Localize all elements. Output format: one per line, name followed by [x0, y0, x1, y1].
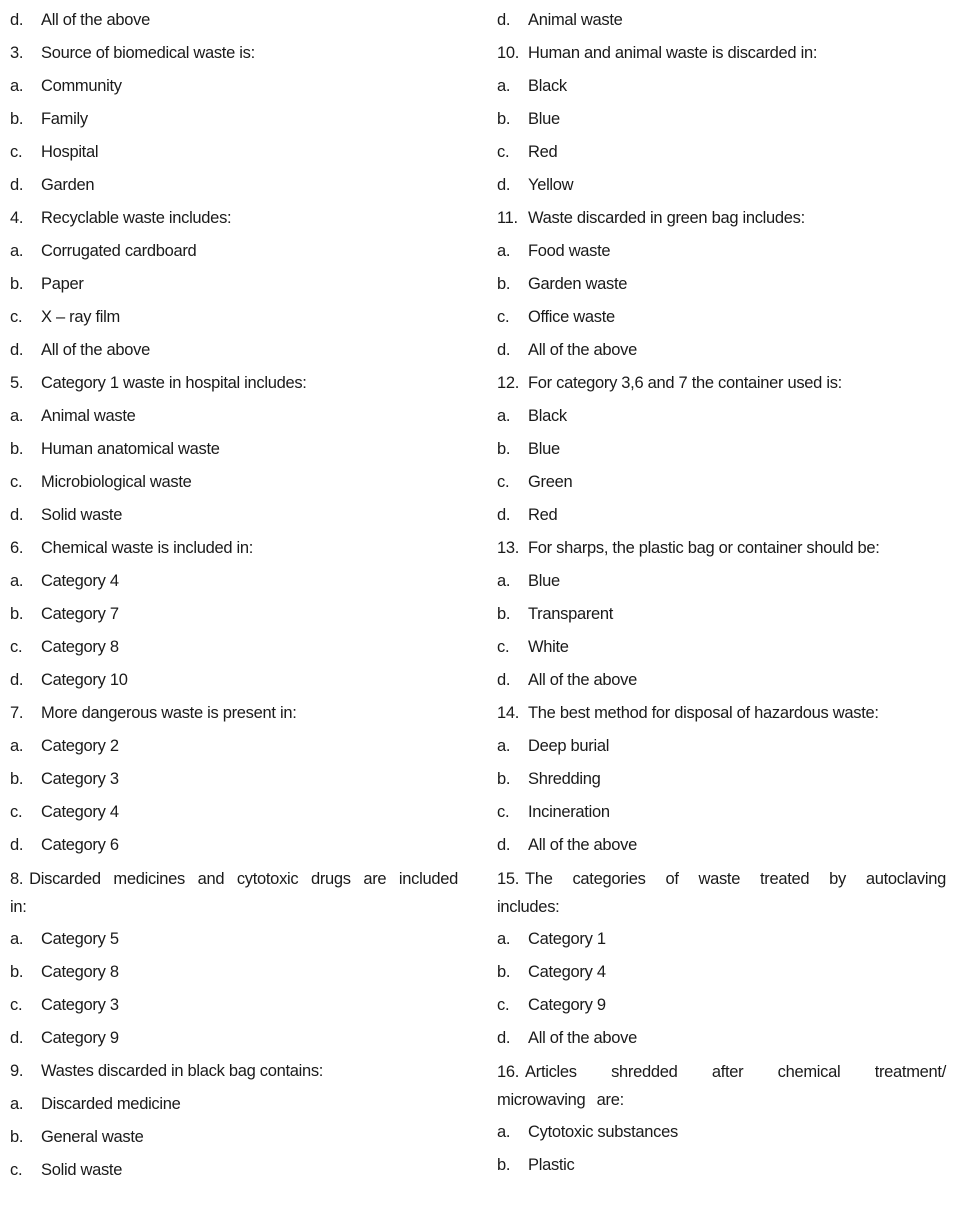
option-text: Solid waste — [41, 1161, 123, 1179]
option-text: All of the above — [41, 11, 150, 29]
option-line — [497, 598, 946, 631]
option-line — [497, 730, 946, 763]
option-line — [497, 631, 946, 664]
option-line — [10, 334, 458, 367]
option-line — [497, 829, 946, 862]
option-letter: c. — [10, 143, 23, 161]
question-text: Human and animal waste is discarded in: — [528, 44, 818, 62]
question-text: Waste discarded in green bag includes: — [528, 209, 805, 227]
option-letter: b. — [497, 1156, 511, 1174]
option-line — [497, 1022, 946, 1055]
option-line — [10, 70, 458, 103]
option-line — [10, 763, 458, 796]
option-letter: d. — [10, 11, 24, 29]
right-column — [497, 4, 946, 1182]
option-letter: b. — [10, 1128, 24, 1146]
option-text: Blue — [528, 440, 560, 458]
option-letter: c. — [10, 803, 23, 821]
option-text: Shredding — [528, 770, 601, 788]
option-text: Black — [528, 77, 567, 95]
option-text: Office waste — [528, 308, 615, 326]
option-text: Human anatomical waste — [41, 440, 220, 458]
option-text: Category 4 — [41, 572, 119, 590]
option-letter: d. — [497, 836, 511, 854]
option-text: All of the above — [528, 671, 637, 689]
question-text: The categories of waste treated by autoclaving includes: — [497, 870, 946, 916]
option-letter: c. — [497, 638, 510, 656]
option-text: Blue — [528, 572, 560, 590]
option-line — [10, 1121, 458, 1154]
option-letter: b. — [497, 770, 511, 788]
question-text: Discarded medicines and cytotoxic drugs are included in: — [10, 870, 458, 916]
option-text: Incineration — [528, 803, 610, 821]
option-line — [10, 466, 458, 499]
option-text: White — [528, 638, 569, 656]
option-letter: a. — [497, 572, 511, 590]
option-text: Community — [41, 77, 122, 95]
option-letter: d. — [497, 671, 511, 689]
option-letter: c. — [10, 996, 23, 1014]
option-text: Cytotoxic substances — [528, 1123, 678, 1141]
question-line — [10, 697, 458, 730]
option-letter: c. — [497, 143, 510, 161]
option-letter: a. — [497, 930, 511, 948]
option-letter: d. — [10, 176, 24, 194]
option-line — [497, 1149, 946, 1182]
option-letter: c. — [10, 308, 23, 326]
option-letter: d. — [10, 671, 24, 689]
option-line — [497, 70, 946, 103]
option-text: Blue — [528, 110, 560, 128]
option-line — [10, 631, 458, 664]
option-letter: d. — [497, 506, 511, 524]
option-line — [10, 400, 458, 433]
option-text: General waste — [41, 1128, 144, 1146]
option-line — [10, 301, 458, 334]
question-text: More dangerous waste is present in: — [41, 704, 297, 722]
option-letter: b. — [497, 275, 511, 293]
option-text: Category 8 — [41, 638, 119, 656]
option-line — [10, 923, 458, 956]
option-text: Category 8 — [41, 963, 119, 981]
option-letter: a. — [10, 242, 24, 260]
option-line — [10, 4, 458, 37]
option-letter: c. — [10, 1161, 23, 1179]
question-number: 12. — [497, 374, 520, 392]
option-text: Animal waste — [528, 11, 623, 29]
option-text: Black — [528, 407, 567, 425]
option-text: Red — [528, 143, 558, 161]
question-text: Category 1 waste in hospital includes: — [41, 374, 307, 392]
question-line — [497, 37, 946, 70]
option-letter: b. — [10, 440, 24, 458]
option-letter: c. — [497, 308, 510, 326]
option-line — [10, 730, 458, 763]
option-line — [497, 169, 946, 202]
question-number: 6. — [10, 539, 24, 557]
option-text: All of the above — [528, 836, 637, 854]
question-number: 7. — [10, 704, 24, 722]
question-paragraph — [497, 1055, 946, 1116]
option-line — [497, 136, 946, 169]
option-line — [10, 103, 458, 136]
question-number: 10. — [497, 44, 520, 62]
question-text: Articles shredded after chemical treatment/ microwaving are: — [497, 1063, 946, 1109]
option-line — [497, 956, 946, 989]
option-line — [497, 268, 946, 301]
question-number: 9. — [10, 1062, 24, 1080]
option-line — [10, 235, 458, 268]
option-line — [10, 664, 458, 697]
option-text: Category 9 — [41, 1029, 119, 1047]
option-letter: a. — [10, 407, 24, 425]
option-text: Plastic — [528, 1156, 575, 1174]
option-line — [497, 923, 946, 956]
option-line — [497, 433, 946, 466]
option-letter: d. — [497, 341, 511, 359]
question-line — [10, 367, 458, 400]
option-letter: d. — [497, 1029, 511, 1047]
option-text: Deep burial — [528, 737, 610, 755]
option-text: Red — [528, 506, 558, 524]
option-line — [497, 1116, 946, 1149]
option-letter: b. — [10, 963, 24, 981]
option-letter: c. — [10, 638, 23, 656]
option-text: Corrugated cardboard — [41, 242, 197, 260]
question-text: Source of biomedical waste is: — [41, 44, 255, 62]
option-text: Green — [528, 473, 573, 491]
option-text: Category 9 — [528, 996, 606, 1014]
option-text: Category 3 — [41, 996, 119, 1014]
option-letter: a. — [10, 572, 24, 590]
option-line — [497, 989, 946, 1022]
question-number: 11. — [497, 209, 518, 227]
question-text: Chemical waste is included in: — [41, 539, 254, 557]
question-text: Wastes discarded in black bag contains: — [41, 1062, 324, 1080]
question-text: For sharps, the plastic bag or container should be: — [528, 539, 880, 557]
question-paragraph — [497, 862, 946, 923]
option-letter: d. — [497, 176, 511, 194]
option-line — [10, 956, 458, 989]
question-line — [10, 202, 458, 235]
option-letter: b. — [497, 605, 511, 623]
option-letter: b. — [497, 110, 511, 128]
option-text: Category 1 — [528, 930, 606, 948]
option-line — [10, 829, 458, 862]
question-line — [497, 202, 946, 235]
option-line — [497, 4, 946, 37]
question-line — [10, 532, 458, 565]
question-text: For category 3,6 and 7 the container used is: — [528, 374, 842, 392]
question-number: 15. — [497, 870, 520, 888]
option-line — [497, 334, 946, 367]
option-line — [497, 664, 946, 697]
option-letter: c. — [497, 803, 510, 821]
option-text: All of the above — [528, 1029, 637, 1047]
option-line — [497, 235, 946, 268]
question-number: 14. — [497, 704, 520, 722]
option-line — [10, 989, 458, 1022]
option-text: Paper — [41, 275, 84, 293]
option-line — [497, 796, 946, 829]
option-line — [10, 1022, 458, 1055]
option-text: All of the above — [528, 341, 637, 359]
option-text: Garden waste — [528, 275, 628, 293]
option-letter: c. — [497, 473, 510, 491]
option-line — [497, 103, 946, 136]
question-line — [497, 697, 946, 730]
option-text: Category 4 — [41, 803, 119, 821]
option-text: All of the above — [41, 341, 150, 359]
question-number: 5. — [10, 374, 24, 392]
option-text: Hospital — [41, 143, 99, 161]
option-letter: b. — [10, 275, 24, 293]
option-letter: a. — [10, 77, 24, 95]
option-line — [497, 400, 946, 433]
question-line — [10, 1055, 458, 1088]
option-letter: a. — [497, 242, 511, 260]
option-letter: b. — [497, 440, 511, 458]
question-text: Recyclable waste includes: — [41, 209, 232, 227]
option-line — [10, 1154, 458, 1187]
option-text: Category 7 — [41, 605, 119, 623]
option-letter: a. — [497, 737, 511, 755]
option-letter: b. — [497, 963, 511, 981]
question-line — [497, 532, 946, 565]
option-line — [497, 301, 946, 334]
question-number: 13. — [497, 539, 520, 557]
option-letter: a. — [497, 1123, 511, 1141]
option-text: Family — [41, 110, 88, 128]
option-text: Solid waste — [41, 506, 123, 524]
option-line — [10, 1088, 458, 1121]
option-letter: a. — [497, 77, 511, 95]
option-letter: a. — [10, 1095, 24, 1113]
option-letter: d. — [10, 1029, 24, 1047]
question-line — [10, 37, 458, 70]
option-line — [10, 499, 458, 532]
question-line — [497, 367, 946, 400]
option-text: Food waste — [528, 242, 611, 260]
option-letter: a. — [10, 930, 24, 948]
option-text: Category 2 — [41, 737, 119, 755]
question-number: 16. — [497, 1063, 520, 1081]
option-text: Category 10 — [41, 671, 128, 689]
option-text: Category 4 — [528, 963, 606, 981]
option-letter: a. — [10, 737, 24, 755]
question-number: 8. — [10, 870, 24, 888]
option-text: Discarded medicine — [41, 1095, 181, 1113]
question-number: 4. — [10, 209, 24, 227]
option-letter: c. — [10, 473, 23, 491]
option-letter: b. — [10, 110, 24, 128]
option-line — [497, 565, 946, 598]
option-line — [10, 136, 458, 169]
option-text: Transparent — [528, 605, 614, 623]
option-letter: d. — [10, 836, 24, 854]
option-letter: b. — [10, 770, 24, 788]
option-line — [10, 598, 458, 631]
question-number: 3. — [10, 44, 24, 62]
option-line — [10, 796, 458, 829]
option-text: Microbiological waste — [41, 473, 192, 491]
option-letter: d. — [10, 341, 24, 359]
option-text: Yellow — [528, 176, 574, 194]
option-line — [10, 268, 458, 301]
option-line — [497, 763, 946, 796]
question-paragraph — [10, 862, 458, 923]
option-line — [10, 169, 458, 202]
option-letter: d. — [10, 506, 24, 524]
option-text: Category 3 — [41, 770, 119, 788]
option-letter: d. — [497, 11, 511, 29]
option-line — [10, 565, 458, 598]
option-letter: a. — [497, 407, 511, 425]
option-text: Animal waste — [41, 407, 136, 425]
option-text: Category 6 — [41, 836, 119, 854]
option-line — [497, 499, 946, 532]
option-text: X – ray film — [41, 308, 120, 326]
option-letter: c. — [497, 996, 510, 1014]
option-text: Garden — [41, 176, 95, 194]
option-letter: b. — [10, 605, 24, 623]
question-text: The best method for disposal of hazardous waste: — [528, 704, 879, 722]
option-line — [10, 433, 458, 466]
option-text: Category 5 — [41, 930, 119, 948]
left-column — [10, 4, 458, 1187]
option-line — [497, 466, 946, 499]
